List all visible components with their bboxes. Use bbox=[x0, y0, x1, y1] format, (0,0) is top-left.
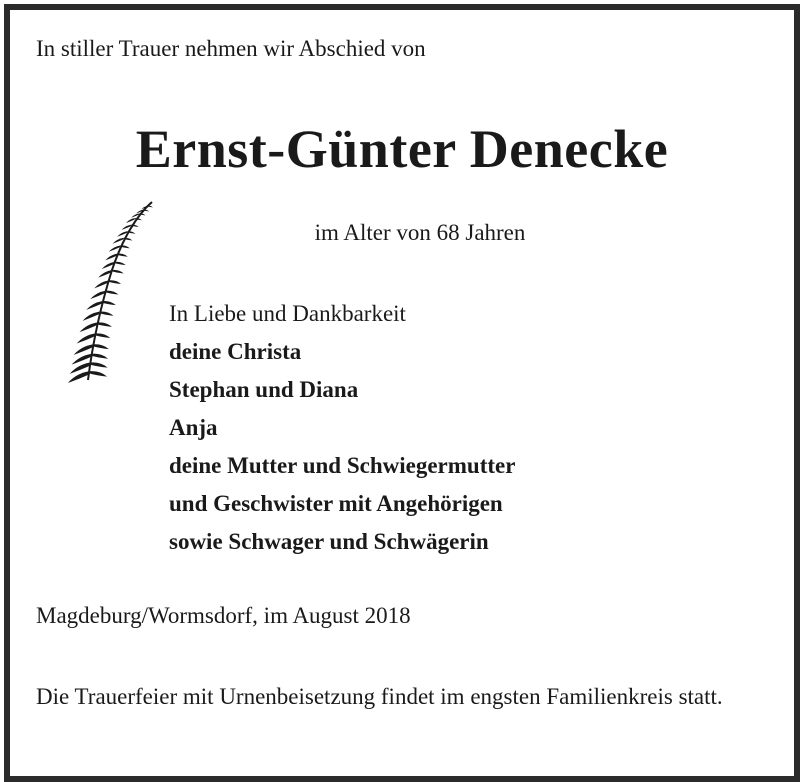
mourners-block bbox=[169, 295, 515, 561]
mourner-name: deine Christa bbox=[169, 339, 302, 364]
deceased-name: Ernst-Günter Denecke bbox=[135, 119, 669, 179]
mourner-name: sowie Schwager und Schwägerin bbox=[169, 529, 489, 554]
mourner-name: deine Mutter und Schwiegermutter bbox=[169, 453, 516, 478]
fern-leaflet bbox=[109, 280, 121, 284]
fern-leaflet bbox=[115, 262, 126, 265]
fern-leaflet bbox=[93, 344, 109, 349]
fern-leaflet bbox=[77, 333, 95, 343]
fern-leaflet bbox=[102, 301, 116, 305]
fern-leaflet bbox=[148, 206, 153, 208]
fern-leaflet bbox=[80, 323, 98, 333]
mourners-lead: In Liebe und Dankbarkeit bbox=[169, 301, 406, 326]
fern-leaflet bbox=[89, 371, 107, 376]
fern-leaflet bbox=[90, 362, 107, 367]
fern-leaflet bbox=[105, 291, 118, 295]
obituary-frame bbox=[4, 4, 800, 782]
funeral-note: Die Trauerfeier mit Urnenbeisetzung findet im engsten Familienkreis statt. bbox=[36, 684, 723, 709]
intro-line: In stiller Trauer nehmen wir Abschied von bbox=[36, 36, 426, 61]
fern-leaflet bbox=[97, 322, 112, 327]
fern-leaflet bbox=[112, 270, 124, 274]
fern-leaflet bbox=[86, 301, 102, 310]
fern-leaflet bbox=[83, 312, 100, 321]
fern-leaflet bbox=[95, 333, 111, 338]
place-date: Magdeburg/Wormsdorf, im August 2018 bbox=[36, 603, 411, 628]
fern-leaflet bbox=[99, 312, 113, 316]
fern-leaflet bbox=[117, 254, 127, 257]
fern-leaflet bbox=[74, 344, 93, 354]
mourner-name: Anja bbox=[169, 415, 218, 440]
mourner-name: Stephan und Diana bbox=[169, 377, 359, 402]
mourner-name: und Geschwister mit Angehörigen bbox=[169, 491, 503, 516]
age-line: im Alter von 68 Jahren bbox=[314, 220, 526, 245]
fern-leaflet bbox=[91, 354, 108, 359]
